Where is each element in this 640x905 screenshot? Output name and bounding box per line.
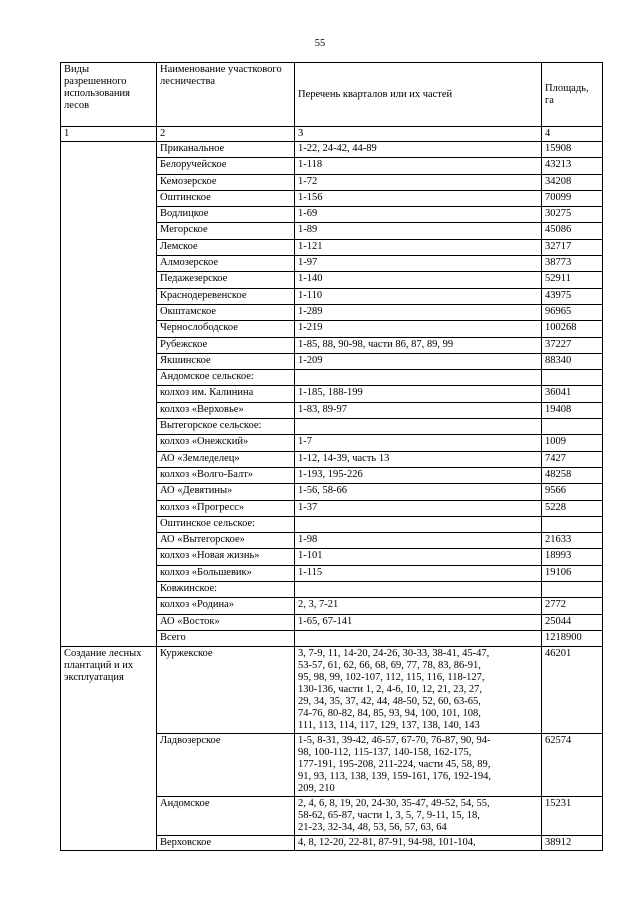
quarters-list: 1-7	[295, 435, 542, 451]
area-value: 2772	[542, 598, 603, 614]
quarters-list: 1-83, 89-97	[295, 402, 542, 418]
area-value: 21633	[542, 533, 603, 549]
area-value	[542, 516, 603, 532]
header-area: Площадь, га	[542, 63, 603, 127]
quarters-list: 1-185, 188-199	[295, 386, 542, 402]
quarters-list: 1-97	[295, 256, 542, 272]
quarters-list	[295, 419, 542, 435]
forestry-name: колхоз «Большевик»	[157, 565, 295, 581]
quarters-list: 1-219	[295, 321, 542, 337]
area-value: 37227	[542, 337, 603, 353]
forestry-name: колхоз «Прогресс»	[157, 500, 295, 516]
area-value: 32717	[542, 239, 603, 255]
quarters-list: 1-37	[295, 500, 542, 516]
area-value: 19408	[542, 402, 603, 418]
quarters-list	[295, 647, 542, 734]
quarters-line: 209, 210	[298, 783, 335, 795]
area-value: 19106	[542, 565, 603, 581]
quarters-line: 4, 8, 12-20, 22-81, 87-91, 94-98, 101-104,	[298, 837, 476, 849]
forestry-name: Алмозерское	[157, 256, 295, 272]
forestry-name: колхоз «Волго-Балт»	[157, 467, 295, 483]
area-value: 5228	[542, 500, 603, 516]
area-value: 1218900	[542, 630, 603, 646]
column-number: 4	[542, 127, 603, 142]
quarters-line: 95, 98, 99, 102-107, 112, 115, 116, 118-127,	[298, 672, 485, 684]
area-value: 88340	[542, 353, 603, 369]
quarters-list: 1-193, 195-226	[295, 467, 542, 483]
usage-type-plantations: Создание лесных плантаций и их эксплуатация	[61, 647, 157, 851]
forestry-name: Краснодеревенское	[157, 288, 295, 304]
header-quarters-list: Перечень кварталов или их частей	[295, 63, 542, 127]
page-number: 55	[314, 38, 326, 49]
header-row	[61, 63, 603, 127]
quarters-list: 1-12, 14-39, часть 13	[295, 451, 542, 467]
area-value: 15231	[542, 797, 603, 836]
table-row	[61, 142, 603, 158]
forestry-name: Кемозерское	[157, 174, 295, 190]
forestry-name: Педажезерское	[157, 272, 295, 288]
area-value	[542, 370, 603, 386]
quarters-list: 1-56, 58-66	[295, 484, 542, 500]
forestry-name: колхоз им. Калинина	[157, 386, 295, 402]
forestry-name: Лемское	[157, 239, 295, 255]
area-value: 96965	[542, 304, 603, 320]
forestry-name: АО «Земледелец»	[157, 451, 295, 467]
quarters-list: 1-85, 88, 90-98, части 86, 87, 89, 99	[295, 337, 542, 353]
table-body	[61, 63, 603, 851]
area-value: 18993	[542, 549, 603, 565]
area-value: 43213	[542, 158, 603, 174]
forestry-name: Вытегорское сельское:	[157, 419, 295, 435]
forestry-name: Белоручейское	[157, 158, 295, 174]
forestry-name: Рубежское	[157, 337, 295, 353]
forestry-name: Водлицкое	[157, 207, 295, 223]
area-value: 1009	[542, 435, 603, 451]
quarters-line: 58-62, 65-87, части 1, 3, 5, 7, 9-11, 15, 18,	[298, 810, 480, 822]
area-value: 38912	[542, 836, 603, 851]
quarters-list: 1-65, 67-141	[295, 614, 542, 630]
area-value: 100268	[542, 321, 603, 337]
forestry-name: Окштамское	[157, 304, 295, 320]
forestry-name: колхоз «Новая жизнь»	[157, 549, 295, 565]
quarters-list: 1-110	[295, 288, 542, 304]
forestry-name: Андомское	[157, 797, 295, 836]
quarters-line: 177-191, 195-208, 211-224, части 45, 58, 89,	[298, 759, 491, 771]
quarters-list: 1-22, 24-42, 44-89	[295, 142, 542, 158]
forestry-name: Оштинское сельское:	[157, 516, 295, 532]
forestry-name: Ладвозерское	[157, 734, 295, 797]
quarters-line: 21-23, 32-34, 48, 53, 56, 57, 63, 64	[298, 822, 447, 834]
quarters-list: 1-101	[295, 549, 542, 565]
quarters-list	[295, 582, 542, 598]
forestry-name: Верховское	[157, 836, 295, 851]
quarters-list	[295, 516, 542, 532]
area-value: 43975	[542, 288, 603, 304]
column-number: 1	[61, 127, 157, 142]
forestry-name: Всего	[157, 630, 295, 646]
area-value: 45086	[542, 223, 603, 239]
forestry-name: Якшинское	[157, 353, 295, 369]
area-value: 15908	[542, 142, 603, 158]
quarters-line: 1-5, 8-31, 39-42, 46-57, 67-70, 76-87, 90, 94-	[298, 735, 491, 747]
forestry-name: колхоз «Верховье»	[157, 402, 295, 418]
forestry-name: колхоз «Онежский»	[157, 435, 295, 451]
quarters-line: 2, 4, 6, 8, 19, 20, 24-30, 35-47, 49-52, 54, 55,	[298, 798, 490, 810]
area-value: 48258	[542, 467, 603, 483]
forestry-name: Андомское сельское:	[157, 370, 295, 386]
quarters-line: 91, 93, 113, 138, 139, 159-161, 176, 192-194,	[298, 771, 491, 783]
quarters-list: 1-118	[295, 158, 542, 174]
table-row	[61, 647, 603, 734]
quarters-line: 3, 7-9, 11, 14-20, 24-26, 30-33, 38-41, 45-47,	[298, 648, 490, 660]
forestry-name: Приканальное	[157, 142, 295, 158]
header-forestry-name: Наименование участкового лесничества	[157, 63, 295, 127]
forestry-name: Оштинское	[157, 190, 295, 206]
area-value: 36041	[542, 386, 603, 402]
quarters-list: 1-121	[295, 239, 542, 255]
forestry-name: Чернослободское	[157, 321, 295, 337]
quarters-line: 98, 100-112, 115-137, 140-158, 162-175,	[298, 747, 472, 759]
quarters-line: 29, 34, 35, 37, 42, 44, 48-50, 52, 60, 63-65,	[298, 696, 481, 708]
column-number: 2	[157, 127, 295, 142]
forestry-name: колхоз «Родина»	[157, 598, 295, 614]
forestry-name: АО «Вытегорское»	[157, 533, 295, 549]
forestry-name: АО «Восток»	[157, 614, 295, 630]
forestry-name: АО «Девятины»	[157, 484, 295, 500]
quarters-line: 130-136, части 1, 2, 4-6, 10, 12, 21, 23, 27,	[298, 684, 483, 696]
quarters-line: 111, 113, 114, 117, 129, 137, 138, 140, 143	[298, 720, 480, 732]
quarters-line: 74-76, 80-82, 84, 85, 93, 94, 100, 101, 108,	[298, 708, 481, 720]
area-value: 46201	[542, 647, 603, 734]
forestry-name: Ковжинское:	[157, 582, 295, 598]
area-value: 7427	[542, 451, 603, 467]
quarters-list	[295, 370, 542, 386]
area-value: 34208	[542, 174, 603, 190]
quarters-list: 1-89	[295, 223, 542, 239]
forest-usage-table	[60, 62, 603, 851]
quarters-list: 1-156	[295, 190, 542, 206]
quarters-list	[295, 734, 542, 797]
forestry-name: Мегорское	[157, 223, 295, 239]
quarters-list: 1-69	[295, 207, 542, 223]
quarters-list: 1-289	[295, 304, 542, 320]
quarters-list: 1-115	[295, 565, 542, 581]
column-number-row	[61, 127, 603, 142]
quarters-list: 2, 3, 7-21	[295, 598, 542, 614]
quarters-line: 53-57, 61, 62, 66, 68, 69, 77, 78, 83, 86-91,	[298, 660, 481, 672]
area-value: 30275	[542, 207, 603, 223]
forestry-name: Куржекское	[157, 647, 295, 734]
quarters-list	[295, 836, 542, 851]
quarters-list: 1-140	[295, 272, 542, 288]
area-value	[542, 419, 603, 435]
area-value: 62574	[542, 734, 603, 797]
quarters-list	[295, 797, 542, 836]
area-value: 38773	[542, 256, 603, 272]
quarters-list	[295, 630, 542, 646]
area-value: 9566	[542, 484, 603, 500]
area-value: 70099	[542, 190, 603, 206]
quarters-list: 1-209	[295, 353, 542, 369]
area-value	[542, 582, 603, 598]
quarters-list: 1-98	[295, 533, 542, 549]
quarters-list: 1-72	[295, 174, 542, 190]
area-value: 25044	[542, 614, 603, 630]
header-usage-type: Виды разрешенного использования лесов	[61, 63, 157, 127]
usage-type-cell-empty	[61, 142, 157, 647]
column-number: 3	[295, 127, 542, 142]
area-value: 52911	[542, 272, 603, 288]
